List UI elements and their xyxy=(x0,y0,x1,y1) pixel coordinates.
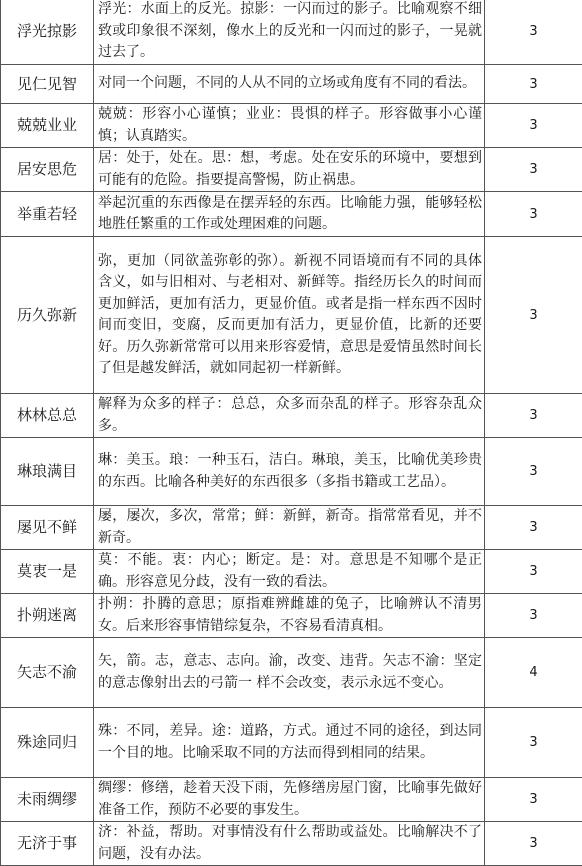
idiom-term: 未雨绸缪 xyxy=(1,778,94,822)
idiom-definition: 浮光：水面上的反光。掠影：一闪而过的影子。比喻观察不细致或印象很不深刻，像水上的反光和一闪而过的影子，一晃就过去了。 xyxy=(94,0,485,65)
idiom-term: 无济于事 xyxy=(1,822,94,866)
table-row xyxy=(1,0,582,65)
idiom-definition: 兢兢：形容小心谨慎；业业：畏惧的样子。形容做事小心谨慎；认真踏实。 xyxy=(94,104,485,148)
idiom-term: 扑朔迷离 xyxy=(1,594,94,638)
idiom-definition: 琳：美玉。琅：一种玉石，洁白。琳琅，美玉，比喻优美珍贵的东西。比喻各种美好的东西很多（多指书籍或工艺品）。 xyxy=(94,438,485,506)
table-row xyxy=(1,708,582,778)
idiom-definition: 扑朔：扑腾的意思；原指难辨雌雄的兔子，比喻辨认不清男女。后来形容事情错综复杂，不容易看清真相。 xyxy=(94,594,485,638)
table-row xyxy=(1,778,582,822)
idiom-score: 3 xyxy=(485,594,582,638)
idiom-term: 琳琅满目 xyxy=(1,438,94,506)
table-row xyxy=(1,822,582,866)
idiom-term: 历久弥新 xyxy=(1,237,94,394)
table-row xyxy=(1,237,582,394)
idiom-definition: 殊：不同，差异。途：道路，方式。通过不同的途径，到达同一个目的地。比喻采取不同的方法而得到相同的结果。 xyxy=(94,708,485,778)
idiom-term: 兢兢业业 xyxy=(1,104,94,148)
idiom-score: 3 xyxy=(485,104,582,148)
idiom-term: 居安思危 xyxy=(1,148,94,192)
idiom-score: 3 xyxy=(485,822,582,866)
idiom-score: 4 xyxy=(485,638,582,708)
idiom-term: 举重若轻 xyxy=(1,192,94,237)
idiom-term: 林林总总 xyxy=(1,394,94,438)
idiom-definition: 莫：不能。衷：内心；断定。是：对。意思是不知哪个是正确。形容意见分歧，没有一致的看法。 xyxy=(94,550,485,594)
idiom-table-body xyxy=(1,0,582,866)
idiom-definition: 解释为众多的样子：总总，众多而杂乱的样子。形容杂乱众多。 xyxy=(94,394,485,438)
idiom-score: 3 xyxy=(485,237,582,394)
idiom-definition: 矢，箭。志，意志、志向。渝，改变、违背。矢志不渝：坚定的意志像射出去的弓箭一 样不会改变，表示永远不变心。 xyxy=(94,638,485,708)
idiom-term: 屡见不鲜 xyxy=(1,506,94,550)
table-row xyxy=(1,192,582,237)
idiom-score: 3 xyxy=(485,550,582,594)
idiom-definition: 济：补益，帮助。对事情没有什么帮助或益处。比喻解决不了问题，没有办法。 xyxy=(94,822,485,866)
table-row xyxy=(1,438,582,506)
idiom-score: 3 xyxy=(485,438,582,506)
idiom-score: 3 xyxy=(485,708,582,778)
idiom-score: 3 xyxy=(485,148,582,192)
idiom-term: 矢志不渝 xyxy=(1,638,94,708)
idiom-score: 3 xyxy=(485,65,582,104)
table-row xyxy=(1,148,582,192)
table-row xyxy=(1,638,582,708)
idiom-term: 殊途同归 xyxy=(1,708,94,778)
idiom-term: 莫衷一是 xyxy=(1,550,94,594)
table-row xyxy=(1,104,582,148)
idiom-score: 3 xyxy=(485,0,582,65)
idiom-definition: 绸缪：修缮，趁着天没下雨，先修缮房屋门窗，比喻事先做好准备工作，预防不必要的事发生。 xyxy=(94,778,485,822)
idiom-score: 3 xyxy=(485,192,582,237)
table-row xyxy=(1,594,582,638)
table-row xyxy=(1,550,582,594)
idiom-definition: 弥，更加（同欲盖弥彰的弥）。新视不同语境而有不同的具体含义，如与旧相对、与老相对、新鲜等。指经历长久的时间而更加鲜活，更加有活力，更显价值。或者是指一样东西不因时间而变旧，变腐，反而更加有活力，更显价值，比新的还要好。历久弥新常常可以用来形容爱情，意思是爱情虽然时间长了但是越发鲜活，就如同起初一样新鲜。 xyxy=(94,237,485,394)
idiom-term: 浮光掠影 xyxy=(1,0,94,65)
idiom-score: 3 xyxy=(485,506,582,550)
idiom-term: 见仁见智 xyxy=(1,65,94,104)
idiom-definition: 居：处于，处在。思：想，考虑。处在安乐的环境中，要想到可能有的危险。指要提高警惕，防止祸患。 xyxy=(94,148,485,192)
table-row xyxy=(1,65,582,104)
idiom-definition: 举起沉重的东西像是在摆弄轻的东西。比喻能力强，能够轻松地胜任繁重的工作或处理困难的问题。 xyxy=(94,192,485,237)
table-row xyxy=(1,506,582,550)
idiom-definition: 屡，屡次，多次，常常；鲜：新鲜，新奇。指常常看见，并不新奇。 xyxy=(94,506,485,550)
idiom-score: 3 xyxy=(485,394,582,438)
idiom-definition: 对同一个问题，不同的人从不同的立场或角度有不同的看法。 xyxy=(94,65,485,104)
table-row xyxy=(1,394,582,438)
idiom-score: 3 xyxy=(485,778,582,822)
